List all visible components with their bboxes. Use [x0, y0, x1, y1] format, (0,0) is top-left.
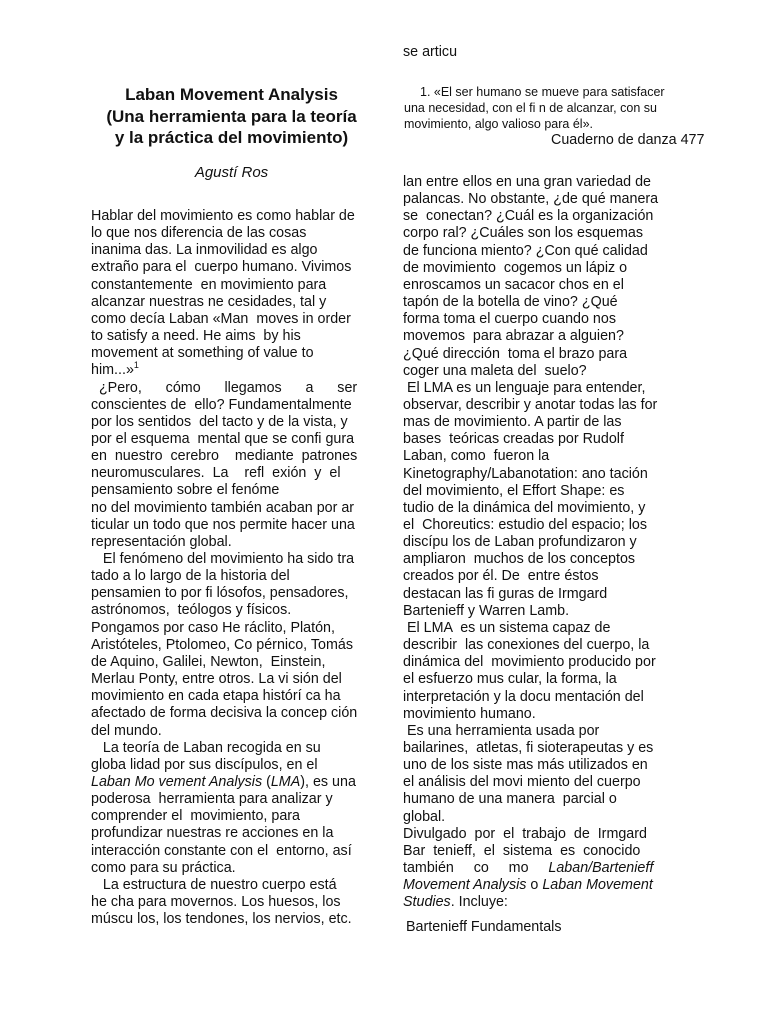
text-line: palancas. No obstante, ¿de qué manera — [403, 191, 659, 208]
text-line: por el esquema mental que se confi gura — [91, 430, 355, 447]
text-line: alcanzar nuestras ne cesidades, tal y — [91, 293, 327, 310]
text-line: ¿Qué dirección toma el brazo para — [403, 345, 628, 362]
footnote-line: movimiento, algo valioso para él». — [404, 117, 593, 131]
text-line: he cha para movernos. Los huesos, los — [91, 894, 341, 910]
text-line: corpo ral? ¿Cuáles son los esquemas — [403, 225, 643, 242]
text-line: múscu los, los tendones, los nervios, etc. — [91, 911, 352, 928]
text-line: no del movimiento también acaban por ar — [91, 499, 355, 516]
text-line: representación global. — [91, 533, 232, 550]
text-line: global. — [403, 808, 446, 825]
text-line: enroscamos un sacacor chos en el — [403, 276, 624, 293]
text-line: Aristóteles, Ptolomeo, Co pérnico, Tomás — [91, 636, 353, 653]
text-line: ¿Pero, cómo llegamos a ser — [91, 379, 358, 396]
text-line: bases teóricas creadas por Rudolf — [403, 431, 624, 448]
text-line: comprender el movimiento, para — [91, 808, 300, 825]
text-line: movement at something of value to — [91, 345, 314, 362]
text-line: observar, describir y anotar todas las for — [403, 396, 658, 413]
text-line: neuromusculares. La refl exión y el — [91, 465, 341, 482]
text-line: to satisfy a need. He aims by his — [91, 328, 301, 345]
text-line: movimiento en cada etapa histórí ca ha — [91, 688, 341, 705]
text-line: mas de movimiento. A partir de las — [403, 414, 622, 431]
text-line: como decía Laban «Man moves in order — [91, 310, 351, 327]
text-line: interpretación y la docu mentación del — [403, 688, 644, 705]
text-line: destacan las fi guras de Irmgard — [403, 585, 608, 602]
text-line: Bartenieff y Warren Lamb. — [403, 602, 570, 619]
text-line: también co mo Laban/Bartenieff — [403, 860, 654, 876]
text-line: describir las conexiones del cuerpo, la — [403, 637, 650, 654]
title-line: Laban Movement Analysis — [125, 85, 338, 104]
text-line: ampliaron muchos de los conceptos — [403, 551, 636, 568]
text-line: tapón de la botella de vino? ¿Qué — [403, 294, 618, 311]
text-line: en nuestro cerebro mediante patrones — [91, 448, 358, 465]
text-line: Laban, como fueron la — [403, 448, 550, 465]
text-line: el esfuerzo mus cular, la forma, la — [403, 671, 617, 688]
text-line: como para su práctica. — [91, 859, 236, 876]
text-line: de Aquino, Galilei, Newton, Einstein, — [91, 653, 326, 670]
text-line: lo que nos diferencia de las cosas — [91, 225, 307, 242]
text-line: del movimiento, el Effort Shape: es — [403, 482, 625, 499]
text-line: ticular un todo que nos permite hacer una — [91, 516, 355, 533]
text-line: Merlau Ponty, entre otros. La vi sión del — [91, 671, 342, 688]
text-line: Studies. Incluye: — [403, 894, 508, 911]
text-line: creados por él. De entre éstos — [403, 568, 599, 585]
footnote-line: una necesidad, con el fi n de alcanzar, con su — [404, 101, 657, 115]
text-line: de funciona miento? ¿Con qué calidad — [403, 242, 648, 259]
text-line: Divulgado por el trabajo de Irmgard — [403, 825, 647, 842]
text-line: movimiento humano. — [403, 705, 536, 722]
text-line: Bar tenieff, el sistema es conocido — [403, 842, 641, 859]
author-name: Agustí Ros — [194, 164, 269, 181]
text-line: him...»$^1$ — [91, 360, 139, 379]
text-line: El LMA es un lenguaje para entender, — [403, 379, 646, 396]
text-line: La estructura de nuestro cuerpo está — [91, 876, 337, 893]
footnote-ref: 1 — [133, 360, 139, 371]
text-line: profundizar nuestras re acciones en la — [91, 825, 334, 842]
text-line: Pongamos por caso He ráclito, Platón, — [91, 619, 335, 636]
text-line: dinámica del movimiento producido por — [403, 654, 656, 671]
text-line: poderosa herramienta para analizar y — [91, 791, 333, 808]
text-line: el análisis del movi miento del cuerpo — [403, 774, 641, 791]
text-line: uno de los siste mas más utilizados en — [403, 757, 648, 774]
text-line: astrónomos, teólogos y físicos. — [91, 602, 292, 619]
text-line: forma toma el cuerpo cuando nos — [403, 311, 616, 328]
text-line: humano de una manera parcial o — [403, 791, 617, 808]
text-line: Movement Analysis o Laban Movement — [403, 877, 653, 894]
text-line: tado a lo largo de la historia del — [91, 568, 290, 585]
text-line: afectado de forma decisiva la concep ción — [91, 705, 358, 722]
text-line: de movimiento cogemos un lápiz o — [403, 259, 628, 276]
page-header-fragment: se articu — [403, 44, 458, 60]
text-line: por los sentidos del tacto y de la vista, y — [91, 413, 348, 430]
text-line: bailarines, atletas, fi sioterapeutas y es — [403, 739, 654, 756]
title-line: (Una herramienta para la teoría — [106, 107, 357, 126]
section-subheading: Bartenieff Fundamentals — [406, 919, 562, 935]
text-line: conscientes de ello? Fundamentalmente — [91, 396, 352, 413]
text-line: interacción constante con el entorno, así — [91, 842, 352, 859]
text-line: extraño para el cuerpo humano. Vivimos — [91, 259, 352, 276]
text-line: coger una maleta del suelo? — [403, 362, 587, 379]
text-line: pensamien to por fi lósofos, pensadores, — [91, 585, 349, 602]
text-line: El fenómeno del movimiento ha sido tra — [91, 551, 355, 567]
text-line: movemos para abrazar a alguien? — [403, 328, 624, 345]
footnote-line: 1. «El ser humano se mueve para satisfacer — [420, 85, 665, 99]
text-line: Es una herramienta usada por — [403, 722, 600, 739]
text-line: Hablar del movimiento es como hablar de — [91, 208, 355, 224]
text-line: inanima das. La inmovilidad es algo — [91, 242, 318, 259]
text-line: La teoría de Laban recogida en su — [91, 739, 321, 756]
text-line: discípu los de Laban profundizaron y — [403, 534, 637, 551]
text-line: El LMA es un sistema capaz de — [403, 619, 611, 636]
text-line: constantemente en movimiento para — [91, 276, 327, 293]
text-line: lan entre ellos en una gran variedad de — [403, 174, 651, 190]
title-line: y la práctica del movimiento) — [114, 128, 349, 147]
running-footer: Cuaderno de danza 477 — [551, 132, 705, 148]
text-line: tudio de la dinámica del movimiento, y — [403, 499, 646, 516]
text-line: el Choreutics: estudio del espacio; los — [403, 517, 647, 533]
text-line: Laban Mo vement Analysis (LMA), es una — [91, 773, 356, 790]
text-line: Kinetography/Labanotation: ano tación — [403, 465, 648, 482]
text-line: se conectan? ¿Cuál es la organización — [403, 208, 654, 225]
text-line: pensamiento sobre el fenóme — [91, 482, 280, 499]
text-line: del mundo. — [91, 722, 162, 739]
text-line: globa lidad por sus discípulos, en el — [91, 756, 318, 773]
